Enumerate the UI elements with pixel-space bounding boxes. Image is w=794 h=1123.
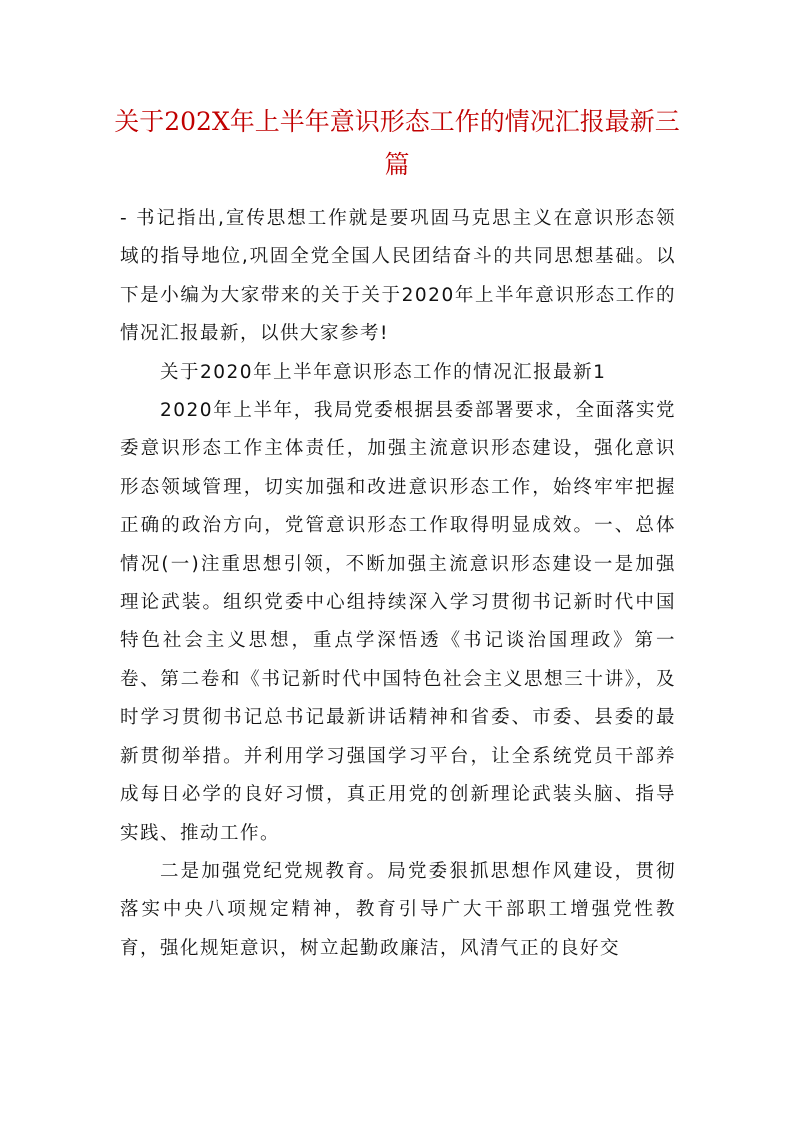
- document-body: [120, 200, 676, 968]
- section-heading: 关于2020年上半年意识形态工作的情况汇报最新1: [160, 361, 607, 383]
- body-paragraph: 二是加强党纪党规教育。局党委狠抓思想作风建设，贯彻落实中央八项规定精神，教育引导广大干部职工增强党性教育，强化规矩意识，树立起勤政廉洁，风清气正的良好交: [120, 860, 676, 959]
- document-title: 关于202X年上半年意识形态工作的情况汇报最新三篇: [114, 107, 680, 179]
- body-paragraph: 2020年上半年，我局党委根据县委部署要求，全面落实党委意识形态工作主体责任，加强主流意识形态建设，强化意识形态领域管理，切实加强和改进意识形态工作，始终牢牢把握正确的政治方向，党管意识形态工作取得明显成效。一、总体情况(一)注重思想引领，不断加强主流意识形态建设一是加强理论武装。组织党委中心组持续深入学习贯彻书记新时代中国特色社会主义思想，重点学深悟透《书记谈治国理政》第一卷、第二卷和《书记新时代中国特色社会主义思想三十讲》，及时学习贯彻书记总书记最新讲话精神和省委、市委、县委的最新贯彻举措。并利用学习强国学习平台，让全系统党员干部养成每日必学的良好习惯，真正用党的创新理论武装头脑、指导实践、推动工作。: [120, 400, 676, 844]
- intro-paragraph: - 书记指出,宣传思想工作就是要巩固马克思主义在意识形态领域的指导地位,巩固全党全国人民团结奋斗的共同思想基础。以下是小编为大家带来的关于关于2020年上半年意识形态工作的情况汇报最新，以供大家参考!: [120, 208, 676, 345]
